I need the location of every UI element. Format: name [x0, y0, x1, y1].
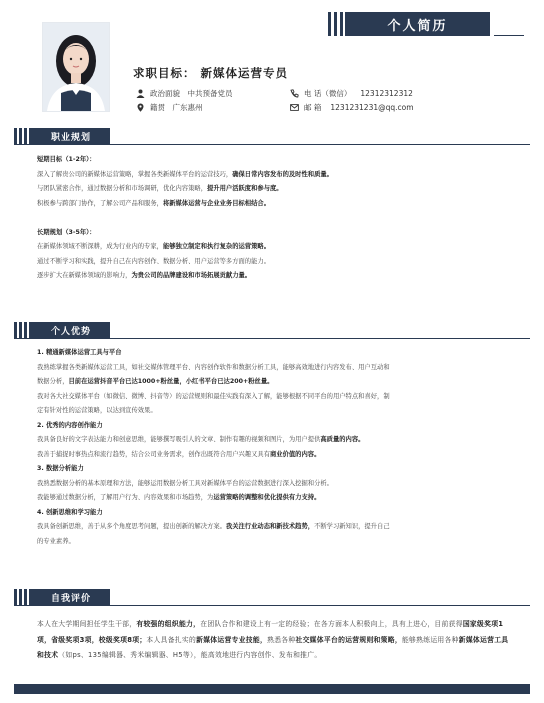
bold-text: 运营策略的调整和优化提供有力支持。: [213, 494, 321, 501]
text: 通过不断学习和实践，提升自己在内容创作、数据分析、用户运营等多方面的能力。: [37, 257, 270, 265]
political-text: 政治面貌 中共预备党员: [150, 89, 233, 98]
short-term-item-1: [37, 168, 507, 183]
advantage-1-text-4: 定有针对性的运营策略，以达到宣传效果。: [37, 407, 157, 414]
advantage-3-text-1: 我熟悉数据分析的基本原理和方法，能够运用数据分析工具对新媒体平台的运营数据进行深入挖掘和分析。: [37, 479, 333, 487]
profile-photo: [42, 22, 110, 112]
text: 本人在大学期间担任学生干部，: [37, 620, 137, 628]
objective-value: 新媒体运营专员: [200, 66, 289, 80]
short-term-item-2: [37, 182, 507, 197]
bold-text: 将新媒体运营与企业业务目标相结合。: [162, 199, 270, 207]
advantage-2-text-2: [37, 448, 507, 463]
bold-text: 国家级奖项1项，省级奖项3项，校级奖项8项；: [37, 620, 504, 644]
bold-text: 能够独立制定和执行复杂的运营策略。: [162, 243, 270, 250]
text: 我具备创新思维，善于从多个角度思考问题，提出创新的解决方案。: [37, 523, 226, 530]
text: 不断学习新知识，提升自己: [314, 523, 390, 530]
bold-text: 新媒体运营工具和技术: [37, 635, 509, 659]
advantage-2-text-1: [37, 433, 507, 448]
text: 我善于捕捉时事热点和流行趋势，结合公司业务需求，创作出既符合用户兴趣又具有: [37, 450, 270, 458]
text: 逐步扩大在新媒体领域的影响力，: [37, 272, 132, 279]
text: 向上，具有上进心，目前获得: [370, 620, 463, 628]
section-advantages: [14, 322, 530, 339]
self-evaluation-text: [37, 617, 511, 664]
info-native: [136, 102, 203, 113]
text: 与团队紧密合作，通过数据分析和市场调研，优化内容策略，: [37, 185, 208, 192]
section-bars: [14, 128, 32, 144]
short-term-item-3: [37, 197, 507, 212]
text: 熟悉各种: [267, 635, 296, 644]
text: 积极参与跨部门协作，了解公司产品和服务，: [37, 199, 163, 207]
bold-text: 商业价值的内容。: [269, 450, 321, 458]
native-text: 籍贯 广东惠州: [150, 103, 203, 112]
long-term-item-1: [37, 240, 507, 255]
phone-label: 电 话（微信）: [304, 89, 352, 98]
objective-label: 求职目标：: [133, 66, 196, 80]
bold-text: 社交媒体平台的运营规则和策略，: [295, 635, 402, 644]
bold-text: 业技能，: [238, 635, 268, 644]
advantage-2-title: 2. 优秀的内容创作能力: [37, 421, 103, 429]
bold-text: 我关注行业动态和新技术趋势，: [225, 523, 315, 530]
advantage-3-text-2: [37, 491, 507, 506]
text: 本人具备扎实的: [146, 635, 197, 644]
info-political: [136, 88, 233, 99]
text: 深入了解贵公司的新媒体运营策略，掌握各类新媒体平台的运营技巧，: [37, 170, 233, 178]
bold-text: 确保日常内容发布的及时性和质量。: [232, 170, 333, 178]
text: 数据分析，: [37, 378, 69, 385]
text: 在新媒体领域不断深耕，成为行业内的专家，: [37, 243, 163, 250]
text: 我具备良好的文字表达能力和创意思维，能够撰写吸引人的文章、制作有趣的视频和图片，为用户提供: [37, 436, 321, 443]
resume-title: [345, 12, 490, 36]
advantages-content: [37, 346, 507, 549]
section-career: [14, 128, 530, 145]
section-self-eval: [14, 589, 530, 606]
title-decoration-bars: [328, 12, 343, 36]
long-term-title: 长期规划（3-5年）：: [37, 228, 96, 236]
text: 编辑器、秀米编辑器、H5等），能高效地进行内容创作、发布和推广。: [101, 651, 322, 659]
long-term-item-3: [37, 269, 507, 284]
phone-icon: [290, 89, 299, 98]
person-icon: [136, 89, 145, 98]
info-phone: [290, 88, 413, 99]
resume-title-text: 个人简历: [387, 18, 448, 34]
advantage-4-title: 4. 创新思维和学习能力: [37, 508, 103, 516]
section-bars: [14, 589, 32, 605]
section-advantages-title: 个人优势: [32, 322, 110, 338]
info-email: [290, 102, 414, 113]
bold-text: 高质量的内容。: [320, 436, 365, 443]
email-value: 1231231231@qq.com: [330, 103, 414, 112]
advantage-1-text-3: 我对各大社交媒体平台（如微信、微博、抖音等）的运营规则和最佳实践有深入了解，能够根据不同平台的用户特点和喜好，制: [37, 392, 390, 400]
advantage-1-title: 1. 精通新媒体运营工具与平台: [37, 349, 122, 356]
title-underline: [494, 35, 524, 36]
bold-text: 提升用户活跃度和参与度。: [207, 185, 283, 192]
advantage-4-text-1: [37, 520, 507, 535]
text: 在团队合作和建设上有一定的经验；在各方面本人积极: [200, 620, 371, 628]
section-bars: [14, 322, 32, 338]
text: 我能够通过数据分析，了解用户行为、内容效果和市场趋势，为: [37, 494, 214, 501]
section-self-eval-title: 自我评价: [32, 589, 110, 605]
career-content: [37, 153, 507, 284]
bold-text: 新媒体运营专: [196, 635, 239, 644]
short-term-title: 短期目标（1-2年）：: [37, 156, 96, 163]
advantage-4-text-2: 的专业素养。: [37, 537, 75, 545]
email-label: 邮 箱: [304, 103, 322, 112]
text: 能够熟练运用各种: [401, 635, 459, 644]
bold-text: 目前在运营抖音平台已达1000+粉丝量，小红书平台已达200+粉丝量。: [68, 378, 274, 385]
advantage-1-text-1: 我熟练掌握各类新媒体运营工具，如社交媒体管理平台、内容创作软件和数据分析工具，能够高效地进行内容发布、用户互动和: [37, 363, 390, 371]
bold-text: 为贵公司的品牌建设和市场拓展贡献力量。: [131, 272, 252, 279]
spacer: [37, 211, 507, 226]
text: （如ps、135: [58, 651, 102, 659]
bold-text: 有较强的组织能力，: [136, 620, 201, 628]
advantage-1-text-2: [37, 375, 507, 390]
mail-icon: [290, 103, 299, 112]
phone-value: 12312312312: [360, 89, 413, 98]
job-objective: [133, 65, 288, 81]
long-term-item-2: [37, 255, 507, 270]
advantage-3-title: 3. 数据分析能力: [37, 465, 84, 472]
location-icon: [136, 103, 145, 112]
section-career-title: 职业规划: [32, 128, 110, 144]
footer-bar: [14, 684, 530, 694]
